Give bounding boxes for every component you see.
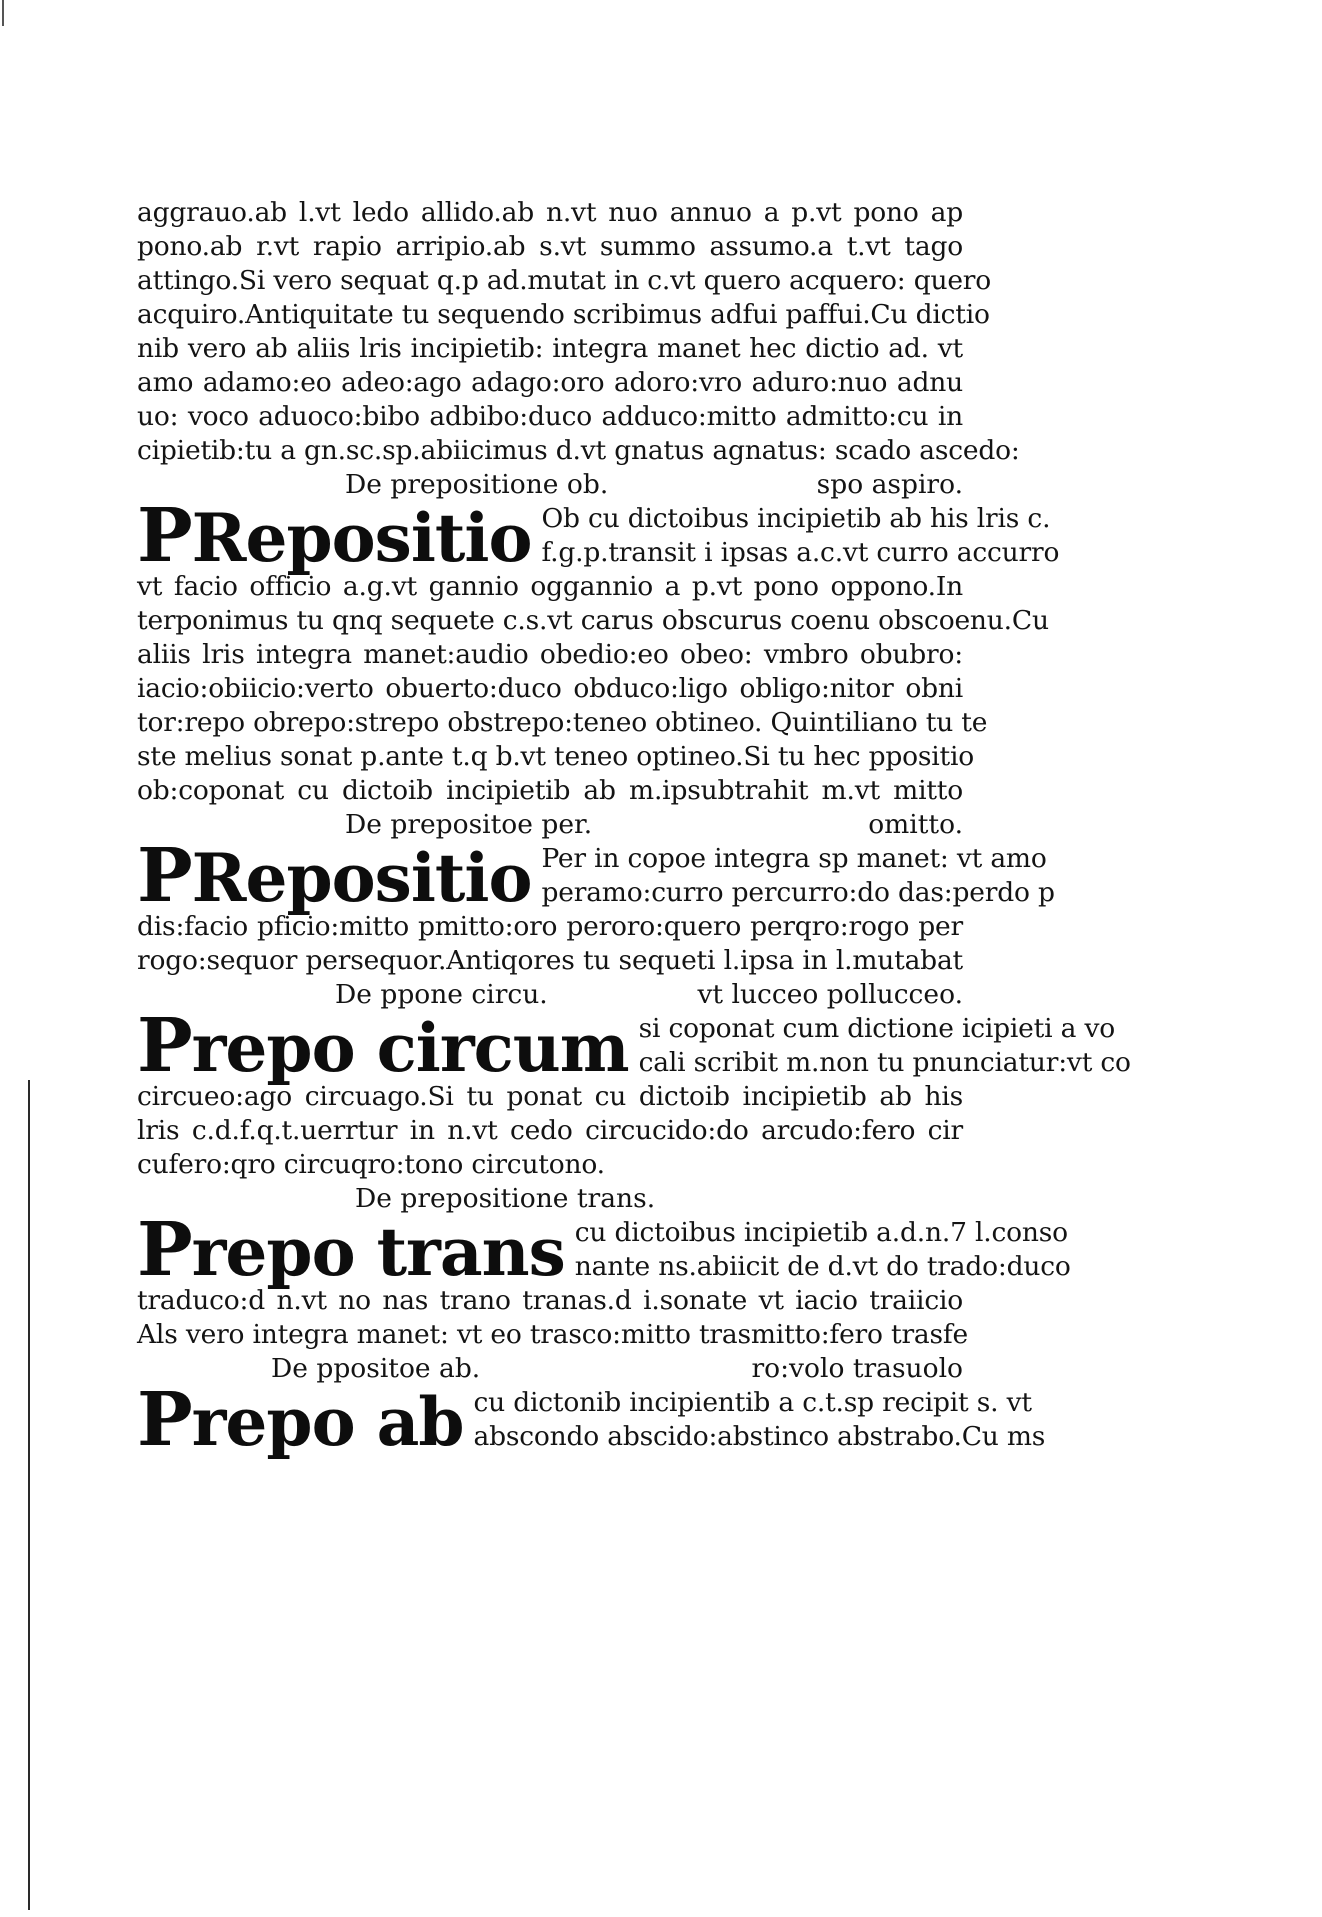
text-line: ste melius sonat p.ante t.q b.vt teneo optineo.Si tu hec ppositio — [137, 741, 975, 772]
heading-text: De ppositoe ab. — [271, 1353, 481, 1384]
text-line: cu dictoibus incipietib a.d.n.7 l.conso — [574, 1217, 1068, 1248]
text-line: peramo:curro percurro:do das:perdo p — [541, 877, 1055, 908]
text-line: pono.ab r.vt rapio arripio.ab s.vt summo assumo.a t.vt tago — [137, 231, 963, 262]
text-line: ob:coponat cu dictoib incipietib ab m.ipsubtrahit m.vt mitto — [137, 775, 963, 806]
section-initial: Prepo trans — [137, 1207, 565, 1293]
text-line: amo adamo:eo adeo:ago adago:oro adoro:vro aduro:nuo adnu — [137, 367, 963, 398]
text-line: dis:facio pficio:mitto pmitto:oro peroro:quero perqro:rogo per — [137, 911, 963, 942]
text-line: lris c.d.f.q.t.uerrtur in n.vt cedo circucido:do arcudo:fero cir — [137, 1115, 963, 1146]
section-heading — [137, 808, 963, 842]
section-block — [137, 833, 1055, 919]
section-heading — [137, 1352, 963, 1386]
section-initial: PRepositio — [137, 493, 532, 579]
text-line: tor:repo obrepo:strepo obstrepo:teneo obtineo. Quintiliano tu te — [137, 707, 988, 738]
section-heading — [137, 1182, 963, 1216]
text-line: circueo:ago circuago.Si tu ponat cu dictoib incipietib ab his — [137, 1081, 963, 1112]
text-line: Als vero integra manet: vt eo trasco:mitto trasmitto:fero trasfe — [137, 1319, 969, 1350]
heading-text: De prepositione trans. — [355, 1183, 656, 1214]
text-line: cufero:qro circuqro:tono circutono. — [137, 1149, 605, 1180]
heading-text: De prepositione ob. — [345, 469, 609, 500]
text-line: f.g.p.transit i ipsas a.c.vt curro accurro — [541, 537, 1060, 568]
text-line: nib vero ab aliis lris incipietib: integra manet hec dictio ad. vt — [137, 333, 963, 364]
text-page — [137, 196, 1131, 1463]
text-line: acquiro.Antiquitate tu sequendo scribimus adfui paffui.Cu dictio — [137, 299, 990, 330]
text-line: nante ns.abiicit de d.vt do trado:duco — [574, 1251, 1071, 1282]
section-block — [137, 1377, 1046, 1463]
text-line: aggrauo.ab l.vt ledo allido.ab n.vt nuo annuo a p.vt pono ap — [137, 197, 963, 228]
page-edge-mark — [2, 0, 4, 26]
text-line: aliis lris integra manet:audio obedio:eo obeo: vmbro obubro: — [137, 639, 963, 670]
heading-catchword: spo aspiro. — [816, 469, 963, 500]
text-line: iacio:obiicio:verto obuerto:duco obduco:ligo obligo:nitor obni — [137, 673, 963, 704]
section-block — [137, 1207, 1071, 1293]
section-heading — [137, 468, 963, 502]
text-line: cali scribit m.non tu pnunciatur:vt co — [638, 1047, 1131, 1078]
text-line: cipietib:tu a gn.sc.sp.abiicimus d.vt gnatus agnatus: scado ascedo: — [137, 435, 1020, 466]
heading-text: De prepositoe per. — [345, 809, 593, 840]
heading-text: De ppone circu. — [335, 979, 548, 1010]
text-line: Ob cu dictoibus incipietib ab his lris c. — [541, 503, 1051, 534]
text-line: traduco:d n.vt no nas trano tranas.d i.sonate vt iacio traiicio — [137, 1285, 963, 1316]
text-line: Per in copoe integra sp manet: vt amo — [541, 843, 1047, 874]
heading-catchword: vt lucceo pollucceo. — [697, 979, 963, 1010]
text-line: terponimus tu qnq sequete c.s.vt carus obscurus coenu obscoenu.Cu — [137, 605, 1049, 636]
text-line: cu dictonib incipientib a c.t.sp recipit s. vt — [473, 1387, 1032, 1418]
section-block — [137, 493, 1060, 579]
text-line: attingo.Si vero sequat q.p ad.mutat in c.vt quero acquero: quero — [137, 265, 992, 296]
text-line: uo: voco aduoco:bibo adbibo:duco adduco:mitto admitto:cu in — [137, 401, 963, 432]
section-heading — [137, 978, 963, 1012]
heading-catchword: ro:volo trasuolo — [751, 1353, 963, 1384]
section-block — [137, 1003, 1131, 1089]
section-initial: Prepo circum — [137, 1003, 629, 1089]
section-initial: Prepo ab — [137, 1377, 464, 1463]
text-line: si coponat cum dictione icipieti a vo — [638, 1013, 1115, 1044]
text-line: rogo:sequor persequor.Antiqores tu sequeti l.ipsa in l.mutabat — [137, 945, 963, 976]
text-line: vt facio officio a.g.vt gannio oggannio a p.vt pono oppono.In — [137, 571, 963, 602]
section-initial: PRepositio — [137, 833, 532, 919]
text-line: abscondo abscido:abstinco abstrabo.Cu ms — [473, 1421, 1046, 1452]
heading-catchword: omitto. — [868, 809, 963, 840]
binding-edge — [28, 1080, 30, 1910]
